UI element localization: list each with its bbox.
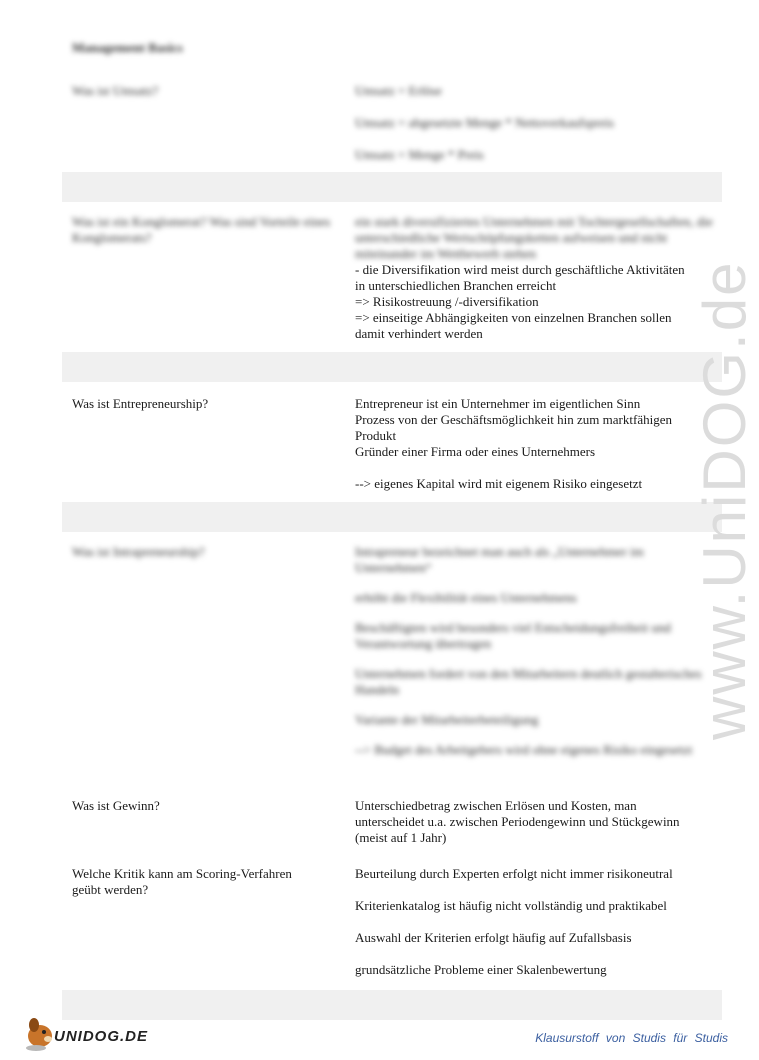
answer-line: Beurteilung durch Experten erfolgt nicht immer risikoneutral <box>355 866 673 881</box>
answer-line: Gründer einer Firma oder eines Unternehmers <box>355 444 596 459</box>
answer-line: => einseitige Abhängigkeiten von einzelnen Branchen sollen <box>355 310 672 325</box>
watermark-text: www.UniDOG.de <box>691 260 758 740</box>
answer-intrapreneurship <box>355 544 720 758</box>
answer-line: - die Diversifikation wird meist durch geschäftliche Aktivitäten <box>355 262 685 277</box>
row-separator <box>62 172 722 202</box>
question-konglomerat: Was ist ein Konglomerat? Was sind Vorteile eines Konglomerats? <box>72 214 331 245</box>
question-intrapreneurship: Was ist Intrapreneurship? <box>72 544 205 559</box>
answer-line: erhöht die Flexibilität eines Unternehmens <box>355 590 577 605</box>
question-gewinn: Was ist Gewinn? <box>72 798 160 813</box>
question-umsatz: Was ist Umsatz? <box>72 83 159 98</box>
answer-line: in unterschiedlichen Branchen erreicht <box>355 278 557 293</box>
footer-logo-text: UNIDOG.DE <box>54 1028 149 1045</box>
answer-line: grundsätzliche Probleme einer Skalenbewertung <box>355 962 607 977</box>
answer-line: Auswahl der Kriterien erfolgt häufig auf Zufallsbasis <box>355 930 632 945</box>
answer-line: --> Budget des Arbeitgebers wird ohne eigenes Risiko eingesetzt <box>355 742 693 757</box>
answer-line: Beschäftigten wird besonders viel Entscheidungsfreiheit und Verantwortung übertragen <box>355 620 671 651</box>
answer-blurred-text: ein stark diversifiziertes Unternehmen mit Tochtergesellschaften, die unterschiedliche Wertschöpfungsketten aufweisen und nicht miteinander im Wettbewerb stehen <box>355 214 713 261</box>
question-entrepreneurship: Was ist Entrepreneurship? <box>72 396 209 411</box>
answer-line: damit verhindert werden <box>355 326 483 341</box>
answer-entrepreneurship <box>355 396 720 492</box>
answer-line: Umsatz = Menge * Preis <box>355 147 484 162</box>
answer-line: Produkt <box>355 428 397 443</box>
footer-tagline: Klausurstoff von Studis für Studis <box>535 1031 728 1045</box>
document-title: Management Basics <box>72 40 183 55</box>
answer-line: Intrapreneur bezeichnet man auch als „Unternehmer im Unternehmen“ <box>355 544 644 575</box>
answer-line: unterscheidet u.a. zwischen Periodengewinn und Stückgewinn <box>355 814 680 829</box>
answer-line: (meist auf 1 Jahr) <box>355 830 447 845</box>
answer-line: Unterschiedbetrag zwischen Erlösen und Kosten, man <box>355 798 637 813</box>
answer-line: Entrepreneur ist ein Unternehmer im eigentlichen Sinn <box>355 396 641 411</box>
row-separator <box>62 502 722 532</box>
answer-line: Variante der Mitarbeiterbeteiligung <box>355 712 539 727</box>
answer-line: Kriterienkatalog ist häufig nicht vollständig und praktikabel <box>355 898 667 913</box>
answer-line: => Risikostreuung /-diversifikation <box>355 294 539 309</box>
row-separator <box>62 990 722 1020</box>
answer-line: Unternehmen fordert von den Mitarbeitern deutlich gestalterisches Handeln <box>355 666 702 697</box>
answer-line: Umsatz = Erlöse <box>355 83 442 98</box>
answer-umsatz <box>355 83 720 163</box>
row-separator <box>62 352 722 382</box>
answer-gewinn <box>355 798 720 846</box>
answer-line: Umsatz = abgesetzte Menge * Nettoverkaufspreis <box>355 115 614 130</box>
answer-line: Prozess von der Geschäftsmöglichkeit hin zum marktfähigen <box>355 412 672 427</box>
answer-line: --> eigenes Kapital wird mit eigenem Risiko eingesetzt <box>355 476 643 491</box>
answer-scoring <box>355 866 720 978</box>
question-scoring: Welche Kritik kann am Scoring-Verfahren geübt werden? <box>72 866 292 897</box>
answer-konglomerat <box>355 214 720 342</box>
